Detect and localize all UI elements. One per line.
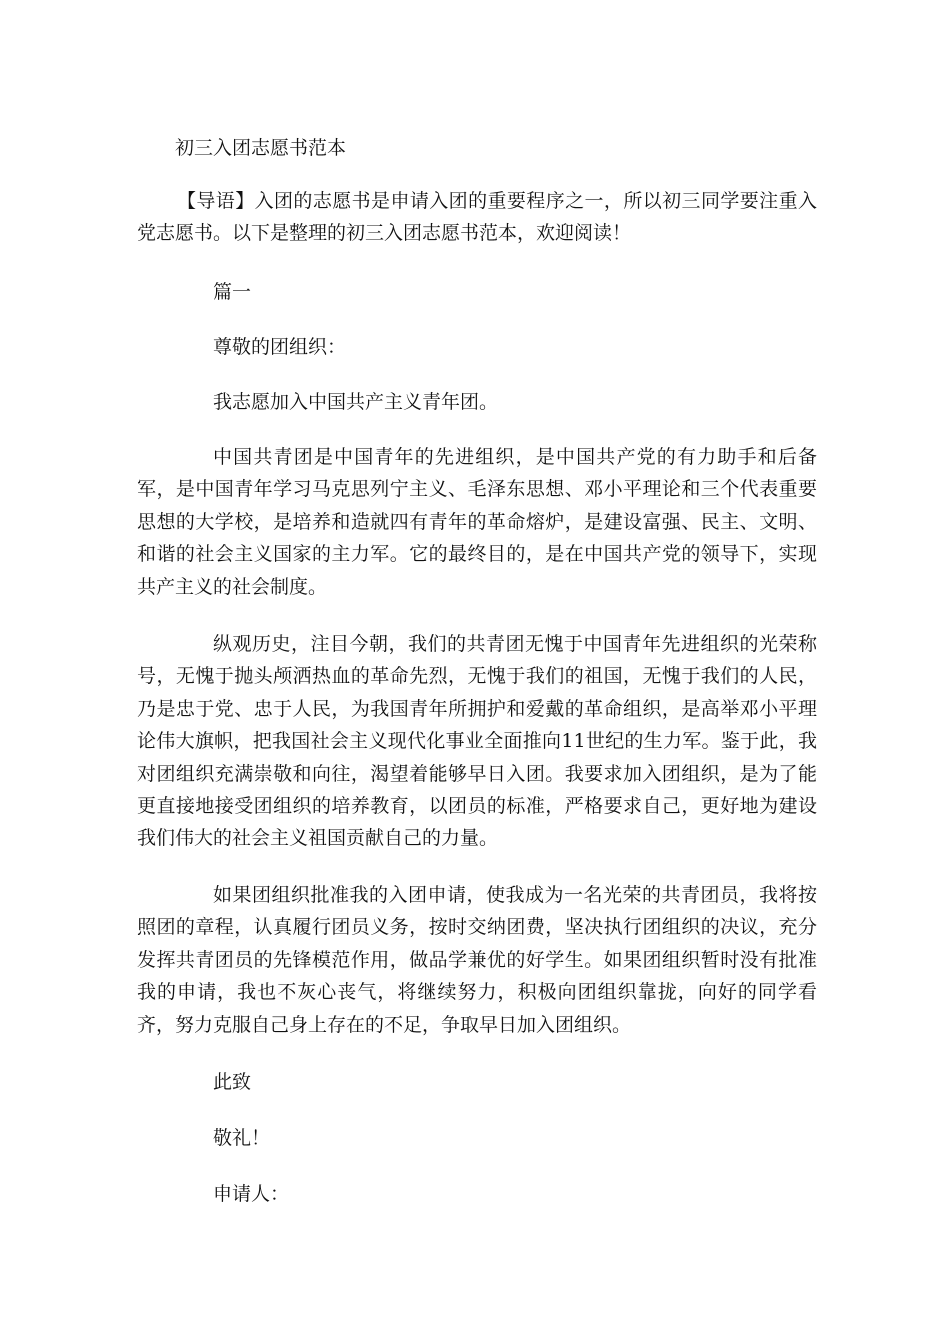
document-title: 初三入团志愿书范本 (175, 137, 347, 159)
body-paragraph-1: 我志愿加入中国共产主义青年团。 (213, 391, 499, 413)
body-paragraph-3: 纵观历史，注目今朝，我们的共青团无愧于中国青年先进组织的光荣称号，无愧于抛头颅洒热血的革命先烈，无愧于我们的祖国，无愧于我们的人民，乃是忠于党、忠于人民，为我国青年所拥护和爱戴的革命组织，是高举邓小平理论伟大旗帜，把我国社会主义现代化事业全面推向11世纪的生力军。鉴于此，我对团组织充满崇敬和向往，渴望着能够早日入团。我要求加入团组织，是为了能更直接地接受团组织的培养教育，以团员的标准，严格要求自己，更好地为建设我们伟大的社会主义祖国贡献自己的力量。 (137, 633, 817, 850)
section-label: 篇一 (213, 281, 252, 303)
intro-paragraph: 【导语】入团的志愿书是申请入团的重要程序之一，所以初三同学要注重入党志愿书。以下是整理的初三入团志愿书范本，欢迎阅读！ (137, 190, 817, 245)
body-paragraph-4: 如果团组织批准我的入团申请，使我成为一名光荣的共青团员，我将按照团的章程，认真履行团员义务，按时交纳团费，坚决执行团组织的决议，充分发挥共青团员的先锋模范作用，做品学兼优的好学生。如果团组织暂时没有批准我的申请，我也不灰心丧气，将继续努力，积极向团组织靠拢，向好的同学看齐，努力克服自己身上存在的不足，争取早日加入团组织。 (137, 884, 817, 1036)
closing-line-1: 此致 (213, 1071, 252, 1093)
salutation: 尊敬的团组织： (213, 336, 347, 358)
body-paragraph-2: 中国共青团是中国青年的先进组织，是中国共产党的有力助手和后备军，是中国青年学习马克思列宁主义、毛泽东思想、邓小平理论和三个代表重要思想的大学校，是培养和造就四有青年的革命熔炉，是建设富强、民主、文明、和谐的社会主义国家的主力军。它的最终目的，是在中国共产党的领导下，实现共产主义的社会制度。 (137, 446, 817, 598)
signature-label: 申请人： (213, 1183, 290, 1205)
closing-line-2: 敬礼！ (213, 1127, 271, 1149)
